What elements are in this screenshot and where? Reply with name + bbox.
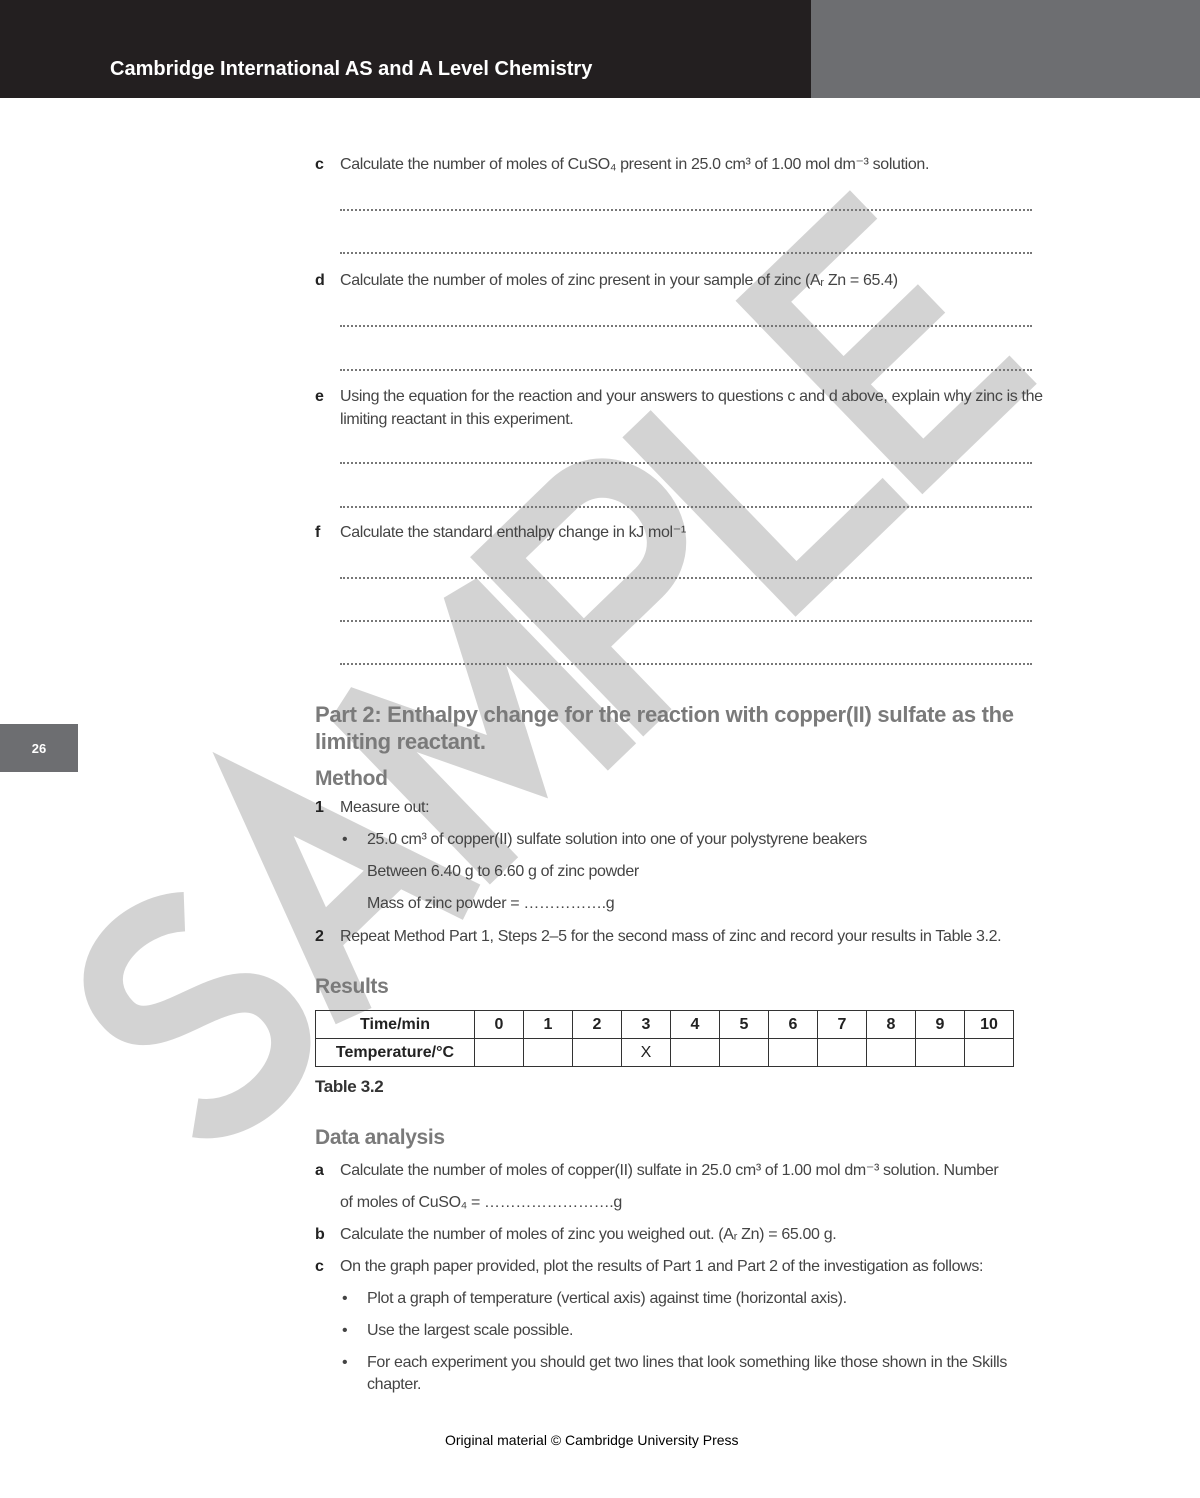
question-d bbox=[315, 269, 1050, 292]
bullet-text: For each experiment you should get two lines that look something like those shown in the Skills chapter. bbox=[367, 1354, 1008, 1393]
time-cell: 1 bbox=[524, 1011, 573, 1039]
bullet-text: Plot a graph of temperature (vertical axis) against time (horizontal axis). bbox=[367, 1290, 847, 1307]
analysis-c bbox=[315, 1255, 1050, 1278]
bullet-text: Between 6.40 g to 6.60 g of zinc powder bbox=[367, 863, 639, 880]
temperature-cell bbox=[916, 1039, 965, 1067]
question-text: Calculate the number of moles of zinc present in your sample of zinc (Aᵣ Zn = 65.4) bbox=[340, 272, 898, 289]
time-cell: 4 bbox=[671, 1011, 720, 1039]
answer-line bbox=[340, 506, 1032, 508]
temperature-cell: X bbox=[622, 1039, 671, 1067]
answer-line bbox=[340, 252, 1032, 254]
method-step-1 bbox=[315, 796, 1050, 819]
temperature-cell bbox=[524, 1039, 573, 1067]
time-cell: 9 bbox=[916, 1011, 965, 1039]
mass-line: Mass of zinc powder = …………….g bbox=[367, 895, 615, 912]
analysis-heading: Data analysis bbox=[315, 1126, 445, 1149]
step-text: Repeat Method Part 1, Steps 2–5 for the second mass of zinc and record your results in Table 3.2. bbox=[340, 928, 1002, 945]
bullet-item bbox=[342, 861, 1050, 883]
header-accent bbox=[811, 0, 1200, 98]
row-header: Temperature/°C bbox=[316, 1039, 475, 1067]
question-label: a bbox=[315, 1162, 324, 1179]
question-label: e bbox=[315, 388, 324, 405]
results-heading: Results bbox=[315, 975, 389, 998]
question-label: c bbox=[315, 156, 324, 173]
answer-line bbox=[340, 325, 1032, 327]
table-row bbox=[316, 1011, 1014, 1039]
results-table bbox=[315, 1010, 1014, 1067]
time-cell: 10 bbox=[965, 1011, 1014, 1039]
page-content bbox=[315, 153, 1050, 1396]
question-text: On the graph paper provided, plot the results of Part 1 and Part 2 of the investigation as follows: bbox=[340, 1258, 984, 1275]
time-cell: 3 bbox=[622, 1011, 671, 1039]
question-e bbox=[315, 385, 1050, 431]
bullet: • bbox=[342, 1290, 348, 1307]
method-heading: Method bbox=[315, 767, 388, 790]
question-text: Calculate the number of moles of zinc you weighed out. (Aᵣ Zn) = 65.00 g. bbox=[340, 1226, 837, 1243]
question-label: c bbox=[315, 1258, 324, 1275]
bullet bbox=[342, 861, 367, 883]
question-label: d bbox=[315, 272, 325, 289]
header-bar bbox=[0, 0, 811, 98]
answer-line bbox=[340, 209, 1032, 211]
temperature-cell bbox=[671, 1039, 720, 1067]
bullet-item bbox=[342, 829, 1050, 851]
section-heading: Part 2: Enthalpy change for the reaction with copper(II) sulfate as the limiting reactant. bbox=[315, 702, 1014, 754]
bullet-text: 25.0 cm³ of copper(II) sulfate solution into one of your polystyrene beakers bbox=[367, 831, 867, 848]
analysis-a-cont bbox=[315, 1191, 1050, 1214]
temperature-cell bbox=[720, 1039, 769, 1067]
question-text: Using the equation for the reaction and your answers to questions c and d above, explain why zinc is the limiting reactant in this experiment. bbox=[340, 388, 1043, 428]
question-label: b bbox=[315, 1226, 325, 1243]
time-cell: 7 bbox=[818, 1011, 867, 1039]
question-text: Calculate the number of moles of copper(II) sulfate in 25.0 cm³ of 1.00 mol dm⁻³ solution. Number bbox=[340, 1162, 999, 1179]
copyright-footer: Original material © Cambridge University Press bbox=[445, 1432, 739, 1448]
answer-line bbox=[340, 577, 1032, 579]
bullet: • bbox=[342, 1354, 348, 1371]
page-number: 26 bbox=[0, 724, 78, 772]
bullet-text: Use the largest scale possible. bbox=[367, 1322, 574, 1339]
answer-line bbox=[340, 620, 1032, 622]
temperature-cell bbox=[573, 1039, 622, 1067]
time-cell: 6 bbox=[769, 1011, 818, 1039]
bullet: • bbox=[342, 1322, 348, 1339]
table-row bbox=[316, 1039, 1014, 1067]
question-text: Calculate the standard enthalpy change in kJ mol⁻¹ bbox=[340, 524, 686, 541]
step-number: 1 bbox=[315, 799, 324, 816]
temperature-cell bbox=[769, 1039, 818, 1067]
question-label: f bbox=[315, 524, 320, 541]
temperature-cell bbox=[965, 1039, 1014, 1067]
question-text: Calculate the number of moles of CuSO₄ present in 25.0 cm³ of 1.00 mol dm⁻³ solution. bbox=[340, 156, 930, 173]
question-f bbox=[315, 521, 1050, 544]
method-step-2 bbox=[315, 925, 1050, 948]
mass-line-row bbox=[342, 893, 1050, 915]
time-cell: 8 bbox=[867, 1011, 916, 1039]
book-title: Cambridge International AS and A Level Chemistry bbox=[110, 58, 593, 80]
time-cell: 5 bbox=[720, 1011, 769, 1039]
bullet-item bbox=[342, 1288, 1050, 1310]
analysis-a bbox=[315, 1159, 1050, 1182]
answer-line bbox=[340, 462, 1032, 464]
spacer bbox=[342, 893, 367, 915]
bullet-item bbox=[342, 1320, 1050, 1342]
analysis-b bbox=[315, 1223, 1050, 1246]
question-c bbox=[315, 153, 1050, 176]
question-text: of moles of CuSO₄ = …………………….g bbox=[340, 1194, 622, 1211]
answer-line bbox=[340, 369, 1032, 371]
bullet: • bbox=[342, 831, 348, 848]
step-text: Measure out: bbox=[340, 799, 430, 816]
table-caption: Table 3.2 bbox=[315, 1077, 384, 1096]
temperature-cell bbox=[475, 1039, 524, 1067]
bullet-item bbox=[342, 1352, 1050, 1396]
time-cell: 2 bbox=[573, 1011, 622, 1039]
temperature-cell bbox=[867, 1039, 916, 1067]
time-cell: 0 bbox=[475, 1011, 524, 1039]
answer-line bbox=[340, 663, 1032, 665]
row-header: Time/min bbox=[316, 1011, 475, 1039]
temperature-cell bbox=[818, 1039, 867, 1067]
step-number: 2 bbox=[315, 928, 324, 945]
